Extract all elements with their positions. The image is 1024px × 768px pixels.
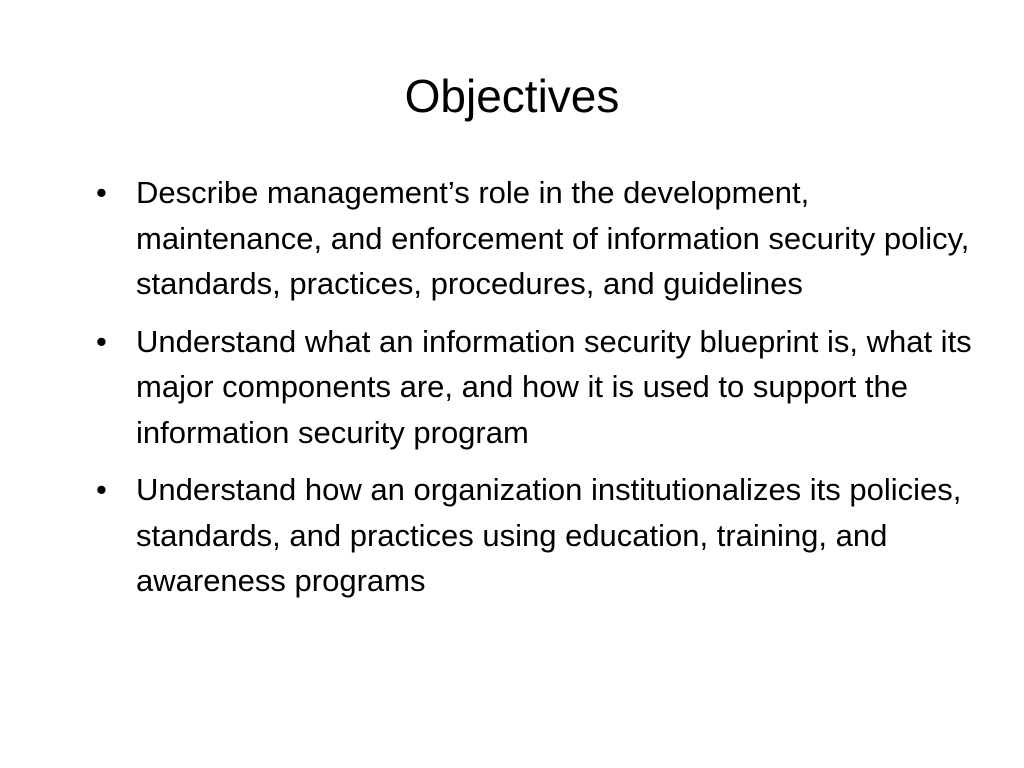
bullet-text: Understand what an information security blueprint is, what its major components are, and how it is used to support the information security program bbox=[136, 323, 972, 450]
bullet-text: Describe management’s role in the development, maintenance, and enforcement of information security policy, standards, practices, procedures, and guidelines bbox=[136, 175, 970, 301]
bullet-item bbox=[96, 170, 996, 307]
bullet-list bbox=[96, 170, 996, 616]
slide-title: Objectives bbox=[404, 70, 620, 122]
bullet-item bbox=[96, 319, 996, 456]
bullet-item bbox=[96, 467, 996, 604]
bullet-marker: • bbox=[96, 472, 107, 507]
bullet-text: Understand how an organization institutionalizes its policies, standards, and practices using education, training, and awareness programs bbox=[136, 472, 962, 598]
bullet-marker: • bbox=[96, 175, 107, 210]
bullet-marker: • bbox=[96, 323, 107, 359]
